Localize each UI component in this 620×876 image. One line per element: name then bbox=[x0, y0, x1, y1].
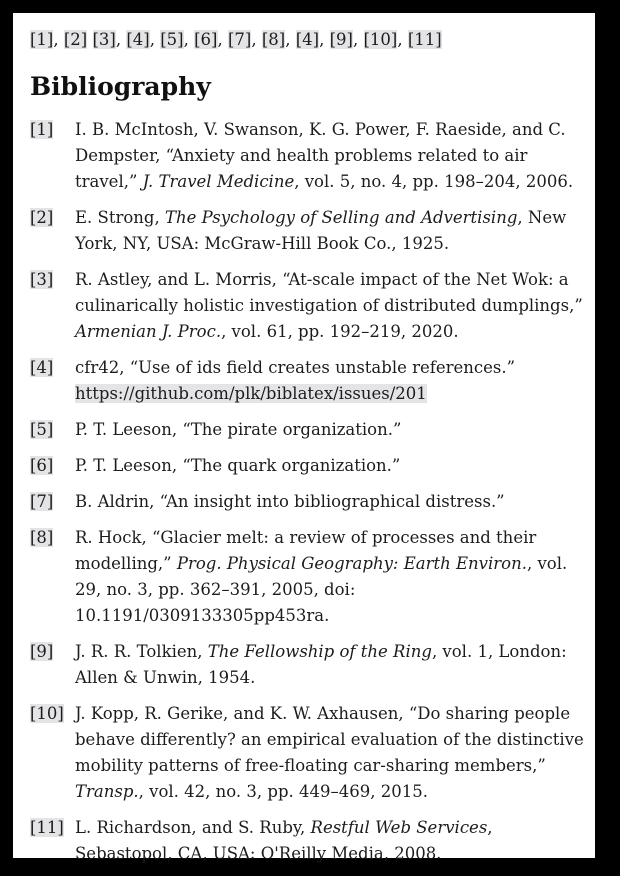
document-page bbox=[13, 13, 595, 863]
reference-label-cell bbox=[30, 117, 75, 143]
reference-entry bbox=[30, 639, 585, 691]
citation-link[interactable]: [6] bbox=[194, 30, 218, 49]
reference-title-italic: Transp. bbox=[75, 782, 139, 801]
reference-entry bbox=[30, 453, 585, 479]
reference-label-link[interactable]: [5] bbox=[30, 420, 54, 439]
reference-list bbox=[30, 117, 585, 867]
citation-separator: , bbox=[149, 30, 161, 49]
citation-link[interactable]: [5] bbox=[160, 30, 184, 49]
citation-link[interactable]: [2] bbox=[63, 30, 88, 49]
reference-text bbox=[75, 525, 585, 629]
citation-link[interactable]: [7] bbox=[228, 30, 252, 49]
reference-text-segment: , vol. 5, no. 4, pp. 198–204, 2006. bbox=[294, 172, 574, 191]
reference-label-cell bbox=[30, 267, 75, 293]
reference-label-link[interactable]: [2] bbox=[30, 208, 54, 227]
reference-text bbox=[75, 453, 585, 479]
reference-text bbox=[75, 417, 585, 443]
citation-link[interactable]: [9] bbox=[329, 30, 353, 49]
citation-link[interactable]: [11] bbox=[407, 30, 442, 49]
reference-text-segment: P. T. Leeson, “The quark organization.” bbox=[75, 456, 401, 475]
reference-label-link[interactable]: [7] bbox=[30, 492, 54, 511]
reference-text bbox=[75, 267, 585, 345]
reference-text-segment: , vol. 42, no. 3, pp. 449–469, 2015. bbox=[138, 782, 428, 801]
citation-link[interactable]: [1] bbox=[30, 30, 54, 49]
reference-label-cell bbox=[30, 417, 75, 443]
reference-entry bbox=[30, 267, 585, 345]
reference-title-italic: The Psychology of Selling and Advertising bbox=[164, 208, 518, 227]
reference-label-cell bbox=[30, 639, 75, 665]
reference-entry bbox=[30, 117, 585, 195]
reference-text-segment: , Sebastopol, CA, USA: O'Reilly Media, 2008. bbox=[75, 818, 493, 863]
reference-text bbox=[75, 355, 585, 407]
reference-text-segment: E. Strong, bbox=[75, 208, 165, 227]
reference-label-link[interactable]: [8] bbox=[30, 528, 54, 547]
reference-text-segment: J. Kopp, R. Gerike, and K. W. Axhausen, “Do sharing people behave differently? an empirical evaluation of the distinctive mobility patterns of free-floating car-sharing members,” bbox=[75, 704, 584, 775]
reference-label-cell bbox=[30, 355, 75, 381]
citation-separator: , bbox=[217, 30, 228, 49]
reference-title-italic: The Fellowship of the Ring bbox=[207, 642, 432, 661]
reference-text bbox=[75, 639, 585, 691]
citation-link[interactable]: [4] bbox=[126, 30, 150, 49]
citation-link[interactable]: [4] bbox=[295, 30, 320, 49]
citation-separator: , bbox=[183, 30, 195, 49]
reference-label-link[interactable]: [11] bbox=[30, 818, 64, 837]
reference-label-cell bbox=[30, 205, 75, 231]
reference-text-segment: cfr42, “Use of ids field creates unstable references.” bbox=[75, 358, 516, 377]
reference-text bbox=[75, 117, 585, 195]
reference-text-segment: J. R. R. Tolkien, bbox=[75, 642, 208, 661]
reference-title-italic: J. Travel Medicine bbox=[142, 172, 295, 191]
reference-text-segment: R. Astley, and L. Morris, “At-scale impact of the Net Wok: a culinarically holistic investigation of distributed dumplings,” bbox=[75, 270, 583, 315]
reference-label-cell bbox=[30, 525, 75, 551]
citation-link[interactable]: [10] bbox=[363, 30, 398, 49]
reference-text-segment: , New York, NY, USA: McGraw-Hill Book Co., 1925. bbox=[75, 208, 567, 253]
citation-link[interactable]: [8] bbox=[261, 30, 286, 49]
reference-text-segment: L. Richardson, and S. Ruby, bbox=[75, 818, 311, 837]
reference-label-link[interactable]: [6] bbox=[30, 456, 54, 475]
citation-separator bbox=[87, 30, 92, 49]
reference-text-segment: P. T. Leeson, “The pirate organization.” bbox=[75, 420, 402, 439]
citation-separator: , bbox=[115, 30, 127, 49]
reference-title-italic: Prog. Physical Geography: Earth Environ. bbox=[176, 554, 527, 573]
citation-line bbox=[30, 29, 585, 50]
reference-label-cell bbox=[30, 701, 75, 727]
reference-label-link[interactable]: [10] bbox=[30, 704, 64, 723]
citation-separator: , bbox=[397, 30, 408, 49]
citation-separator: , bbox=[53, 30, 64, 49]
reference-entry bbox=[30, 815, 585, 867]
reference-entry bbox=[30, 525, 585, 629]
citation-separator: , bbox=[285, 30, 296, 49]
reference-text bbox=[75, 205, 585, 257]
citation-link[interactable]: [3] bbox=[92, 30, 116, 49]
reference-entry bbox=[30, 701, 585, 805]
reference-title-italic: Armenian J. Proc. bbox=[75, 322, 222, 341]
reference-text-segment: , vol. 29, no. 3, pp. 362–391, 2005, doi: 10.1191/0309133305pp453ra. bbox=[75, 554, 568, 625]
reference-text-segment: B. Aldrin, “An insight into bibliographical distress.” bbox=[75, 492, 505, 511]
reference-url-link[interactable]: https://github.com/plk/biblatex/issues/201 bbox=[75, 384, 427, 403]
bibliography-heading: Bibliography bbox=[30, 72, 211, 101]
reference-text-segment: R. Hock, “Glacier melt: a review of processes and their modelling,” bbox=[75, 528, 537, 573]
reference-entry bbox=[30, 489, 585, 515]
reference-label-cell bbox=[30, 489, 75, 515]
reference-label-link[interactable]: [3] bbox=[30, 270, 54, 289]
reference-text-segment: I. B. McIntosh, V. Swanson, K. G. Power, F. Raeside, and C. Dempster, “Anxiety and health problems related to air travel,” bbox=[75, 120, 566, 191]
reference-text-segment: , vol. 1, London: Allen & Unwin, 1954. bbox=[75, 642, 567, 687]
citation-separator: , bbox=[319, 30, 330, 49]
reference-label-link[interactable]: [1] bbox=[30, 120, 54, 139]
reference-label-cell bbox=[30, 453, 75, 479]
reference-text-segment: , vol. 61, pp. 192–219, 2020. bbox=[221, 322, 459, 341]
reference-text bbox=[75, 489, 585, 515]
reference-label-cell bbox=[30, 815, 75, 841]
reference-label-link[interactable]: [9] bbox=[30, 642, 54, 661]
reference-title-italic: Restful Web Services bbox=[310, 818, 488, 837]
reference-text bbox=[75, 701, 585, 805]
reference-entry bbox=[30, 355, 585, 407]
citation-separator: , bbox=[353, 30, 364, 49]
reference-label-link[interactable]: [4] bbox=[30, 358, 54, 377]
citation-separator: , bbox=[251, 30, 262, 49]
reference-text bbox=[75, 815, 585, 867]
reference-entry bbox=[30, 417, 585, 443]
reference-entry bbox=[30, 205, 585, 257]
